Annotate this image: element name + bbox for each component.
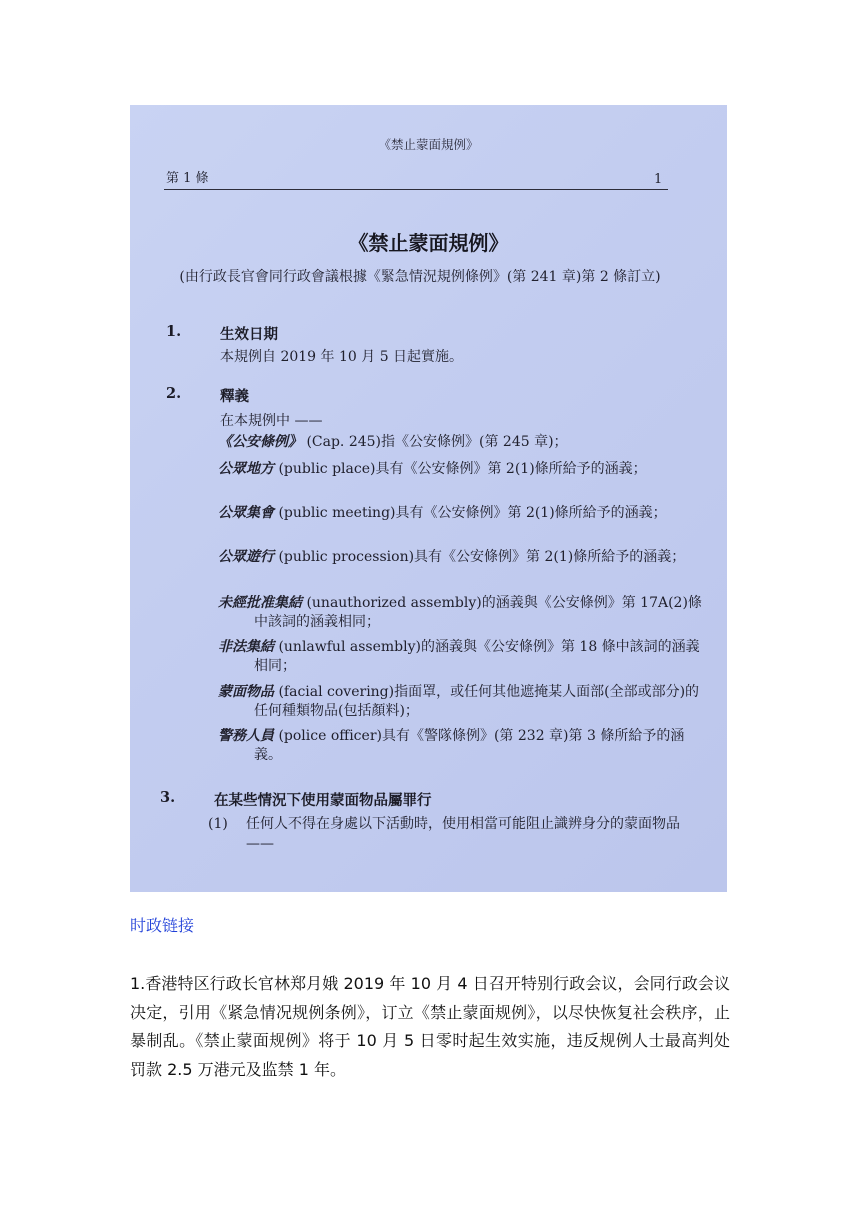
definition-item — [218, 504, 706, 523]
definition-item — [218, 638, 706, 676]
page-number: 1 — [654, 172, 663, 187]
definition-term: 警務人員 — [218, 728, 274, 744]
regulation-title: 《禁止蒙面規例》 — [348, 231, 509, 255]
definition-text: (facial covering)指面罩，或任何其他遮掩某人面部(全部或部分)的任何種類物品(包括顏料)； — [254, 684, 700, 719]
section-number: 2. — [166, 385, 182, 402]
definition-item — [218, 548, 706, 567]
definition-text: (police officer)具有《警隊條例》(第 232 章)第 3 條所給予的涵義。 — [254, 728, 685, 763]
definition-item — [218, 727, 706, 765]
section-heading: 在某些情況下使用蒙面物品屬罪行 — [214, 792, 432, 809]
clause-text: 任何人不得在身處以下活動時，使用相當可能阻止識辨身分的蒙面物品 —— — [246, 816, 680, 852]
definition-text: (public procession)具有《公安條例》第 2(1)條所給予的涵義； — [274, 549, 686, 565]
section-body: 在本規例中 —— — [220, 413, 323, 429]
definition-item — [218, 433, 706, 452]
definition-item — [218, 683, 706, 721]
definition-term: 蒙面物品 — [218, 684, 274, 700]
clause-number: (1) — [208, 816, 228, 832]
definition-text: (public place)具有《公安條例》第 2(1)條所給予的涵義； — [274, 461, 647, 477]
definition-term: 公眾集會 — [218, 505, 274, 521]
definition-term: 未經批准集結 — [218, 595, 302, 611]
running-head: 《禁止蒙面規例》 — [378, 137, 479, 152]
clause-item — [208, 814, 706, 854]
section-number: 1. — [166, 323, 182, 340]
definition-item — [218, 594, 706, 632]
section-number: 3. — [160, 789, 176, 806]
header-rule — [164, 189, 668, 190]
definition-text: (unauthorized assembly)的涵義與《公安條例》第 17A(2)條中該詞的涵義相同； — [254, 595, 702, 630]
regulation-subtitle: (由行政長官會同行政會議根據《緊急情況規例條例》(第 241 章)第 2 條訂立) — [179, 269, 661, 285]
section-body: 本規例自 2019 年 10 月 5 日起實施。 — [220, 349, 464, 365]
section-label: 第 1 條 — [166, 171, 209, 186]
definition-text: (unlawful assembly)的涵義與《公安條例》第 18 條中該詞的涵義相同； — [254, 639, 700, 674]
section-heading: 釋義 — [220, 388, 249, 405]
news-paragraph: 1.香港特区行政长官林郑月娥 2019 年 10 月 4 日召开特别行政会议，会同行政会议决定，引用《紧急情况规例条例》，订立《禁止蒙面规例》，以尽快恢复社会秩序，止暴制乱。《禁止蒙面规例》将于 10 月 5 日零时起生效实施，违反规例人士最高判处罚款 2.5 万港元及监禁 1 年。 — [130, 974, 730, 1079]
definition-term: 公眾地方 — [218, 461, 274, 477]
definition-term: 《公安條例》 — [218, 434, 302, 450]
section-heading: 生效日期 — [220, 326, 278, 343]
definition-text: (public meeting)具有《公安條例》第 2(1)條所給予的涵義； — [274, 505, 667, 521]
definition-item — [218, 460, 706, 479]
definition-term: 非法集結 — [218, 639, 274, 655]
definition-text: (Cap. 245)指《公安條例》(第 245 章)； — [302, 434, 568, 450]
definition-term: 公眾遊行 — [218, 549, 274, 565]
section-link-title: 时政链接 — [130, 916, 195, 935]
document-photo — [130, 105, 727, 892]
